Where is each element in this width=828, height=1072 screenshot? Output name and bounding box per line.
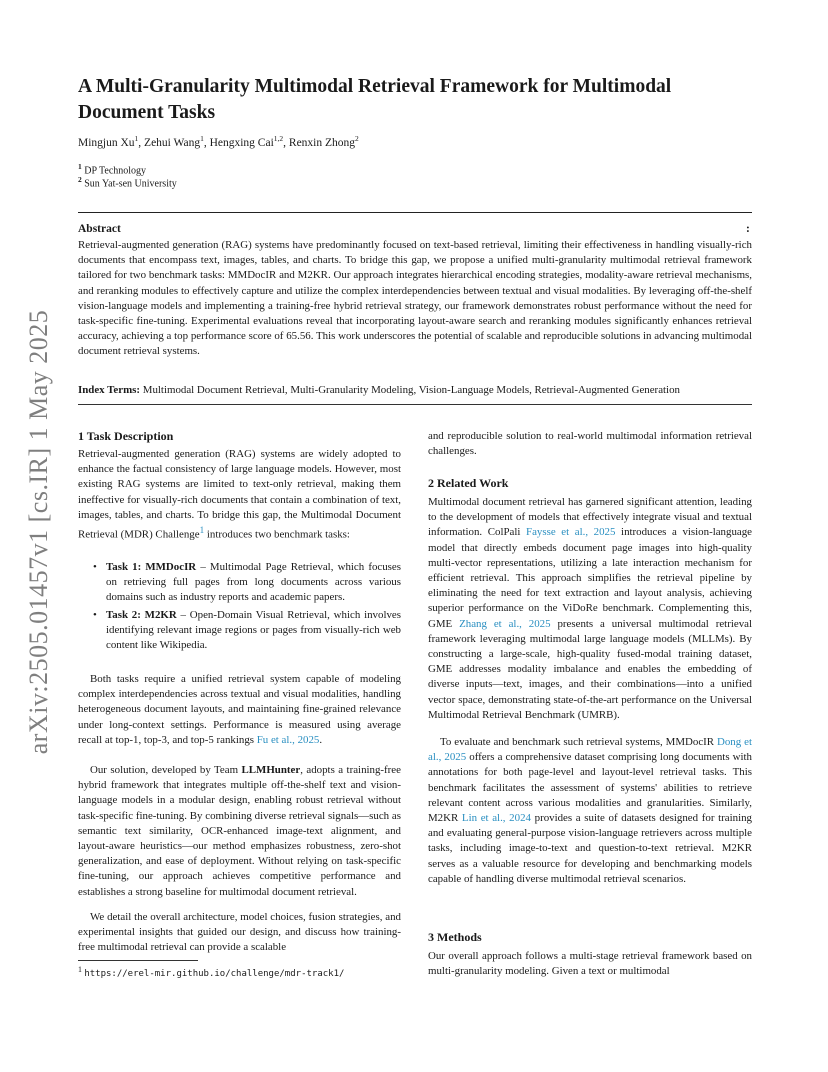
- paragraph: We detail the overall architecture, model choices, fusion strategies, and experimental insights that guided our design, and discuss how training-free multimodal retrieval can provide a scalable: [78, 911, 401, 954]
- author-name: Hengxing Cai: [209, 136, 274, 149]
- section-heading-related-work: 2 Related Work: [428, 476, 509, 490]
- affiliation-number: 2: [78, 175, 82, 184]
- citation-link[interactable]: Zhang et al., 2025: [459, 617, 551, 630]
- abstract-text: Retrieval-augmented generation (RAG) systems have predominantly focused on text-based retrieval, limiting their effectiveness in handling visually-rich documents that encompass text, images, tables, and charts. To bridge this gap, we propose a unified multi-granularity multimodal retrieval framework tailored for two benchmark tasks: MMDocIR and M2KR. Our approach integrates hierarchical encoding strategies, modality-aware retrieval mechanisms, and reranking modules to effectively capture and utilize the complex interdependencies between textual and visual modalities. By leveraging off-the-shelf vision-language models and implementing a training-free hybrid retrieval strategy, our framework demonstrates robust performance without the need for task-specific fine-tuning. Experimental evaluations reveal that incorporating layout-aware search and reranking modules significantly enhances retrieval accuracy, achieving a top performance score of 65.56. This work underscores the potential of scalable and reproducible solutions in advancing multimodal document retrieval systems.: [78, 239, 752, 358]
- section-heading-task-description: 1 Task Description: [78, 429, 174, 443]
- footnote-url[interactable]: https://erel-mir.github.io/challenge/mdr-track1/: [84, 969, 345, 980]
- citation-link[interactable]: Fu et al., 2025: [256, 733, 320, 746]
- task-label: Task 1: MMDocIR: [106, 561, 197, 573]
- abstract-bottom-rule: [78, 404, 752, 405]
- arxiv-sidebar: [24, 262, 54, 802]
- footnote-number: 1: [78, 965, 82, 974]
- citation-link[interactable]: Dong et al., 2025: [428, 736, 752, 764]
- footnote-ref[interactable]: 1: [199, 525, 205, 536]
- paragraph: Multimodal document retrieval has garnered significant attention, leading to the development of models that effectively integrate visual and textual information. ColPali Faysse et al., 2025 introduces a vision-language model that directly embeds document page images into high-quality multi-vector representations, utilizing a late interaction mechanism for efficient retrieval. This approach simplifies the retrieval pipeline by eliminating the need for text extraction and layout analysis, achieving superior performance on the ViDoRe benchmark. Complementing this, GME Zhang et al., 2025 presents a universal multimodal retrieval framework leveraging multimodal large language models (MLLMs). By constructing a large-scale, high-quality fused-modal training dataset, GME addresses modality imbalance and enables the embedding of diverse inputs—text, images, and their combinations—into a unified vector space, demonstrating state-of-the-art performance on the Universal Multimodal Retrieval Benchmark (UMRB).: [428, 496, 753, 721]
- paragraph: Retrieval-augmented generation (RAG) systems are widely adopted to enhance the factual consistency of large language models. However, most existing RAG systems are limited to text-only retrieval, making them ineffective for visually-rich documents that contain a combination of text, images, tables, and charts. To bridge this gap, the Multimodal Document Retrieval (MDR) Challenge$^1$ introduces two benchmark tasks:: [78, 448, 401, 541]
- author-affiliation-mark: 1: [200, 134, 204, 143]
- paragraph: Our overall approach follows a multi-stage retrieval framework based on multi-granularity modeling. Given a text or multimodal: [428, 950, 752, 978]
- abstract-heading: Abstract: [78, 223, 121, 235]
- section-heading-methods: 3 Methods: [428, 930, 482, 944]
- task-label: Task 2: M2KR: [106, 608, 177, 621]
- affiliation-name: DP Technology: [84, 165, 147, 177]
- citation-link[interactable]: Faysse et al., 2025: [526, 526, 616, 539]
- author-name: Mingjun Xu: [78, 136, 135, 149]
- paragraph: Our solution, developed by Team LLMHunter, adopts a training-free hybrid framework that integrates multiple off-the-shelf text and vision-language models in a modular design, enabling robust retrieval without task-specific fine-tuning. By combining diverse retrieval signals—such as semantic text similarity, OCR-enhanced image-text alignment, and layout-aware heuristics—our method emphasizes robustness, zero-shot generalization, and ease of deployment. Without relying on task-specific fine-tuning, our approach achieves competitive performance and establishes a strong baseline for multimodal document retrieval.: [78, 764, 401, 898]
- affiliation-number: 1: [78, 162, 82, 171]
- arxiv-identifier: arXiv:2505.01457v1 [cs.IR] 1 May 2025: [24, 309, 53, 755]
- task-item: • Task 1: MMDocIR – Multimodal Page Retrieval, which focuses on retrieving full pages from long documents across various domains such as industry reports and academic papers.: [93, 561, 401, 604]
- team-name: LLMHunter: [241, 764, 301, 776]
- paragraph: Both tasks require a unified retrieval system capable of modeling complex interdependencies across textual and visual modalities, handling heterogeneous document layouts, and maintaining fine-grained relevance under long-context settings. Performance is measured using average recall at top-1, top-3, and top-5 rankings Fu et al., 2025.: [78, 673, 401, 746]
- footnote-rule: [78, 960, 198, 961]
- index-terms-label: Index Terms:: [78, 384, 141, 396]
- author-affiliation-mark: 2: [355, 134, 359, 143]
- bullet-icon: •: [93, 561, 97, 573]
- paper-title: A Multi-Granularity Multimodal Retrieval Framework for Multimodal Document Tasks: [78, 76, 672, 123]
- author-name: Zehui Wang: [144, 136, 201, 149]
- bullet-icon: •: [93, 608, 97, 621]
- index-terms-text: Multimodal Document Retrieval, Multi-Granularity Modeling, Vision-Language Models, Retrieval-Augmented Generation: [142, 384, 680, 396]
- author-list: Mingjun Xu$^1$, Zehui Wang$^1$, Hengxing Cai$^{1,2}$, Renxin Zhong$^2$: [78, 134, 359, 149]
- abstract-top-rule: [78, 212, 752, 213]
- task-item: • Task 2: M2KR – Open-Domain Visual Retrieval, which involves identifying relevant image regions or pages from visually-rich web content like Wikipedia.: [93, 608, 401, 652]
- index-terms: [78, 383, 752, 398]
- affiliation: [78, 175, 177, 189]
- paragraph: To evaluate and benchmark such retrieval systems, MMDocIR Dong et al., 2025 offers a comprehensive dataset comprising long documents with annotations for both page-level and layout-level retrieval tasks. This benchmark facilitates the assessment of systems' abilities to retrieve relevant content across various modalities and granularities. Similarly, M2KR Lin et al., 2024 provides a suite of datasets designed for training and evaluating general-purpose vision-language retrievers across multiple tasks, including image-to-text and question-to-text retrieval. M2KR serves as a valuable resource for developing and benchmarking models capable of handling diverse multimodal retrieval scenarios.: [428, 736, 753, 885]
- citation-link[interactable]: Lin et al., 2024: [461, 812, 531, 825]
- author-name: Renxin Zhong: [288, 136, 356, 149]
- affiliation-name: Sun Yat-sen University: [84, 178, 177, 190]
- footnote: [78, 965, 344, 979]
- author-affiliation-mark: 1,2: [273, 134, 284, 143]
- author-affiliation-mark: 1: [134, 134, 139, 143]
- paragraph: and reproducible solution to real-world multimodal information retrieval challenges.: [428, 430, 752, 458]
- abstract-colon: :: [746, 223, 750, 235]
- task-list: [78, 560, 401, 653]
